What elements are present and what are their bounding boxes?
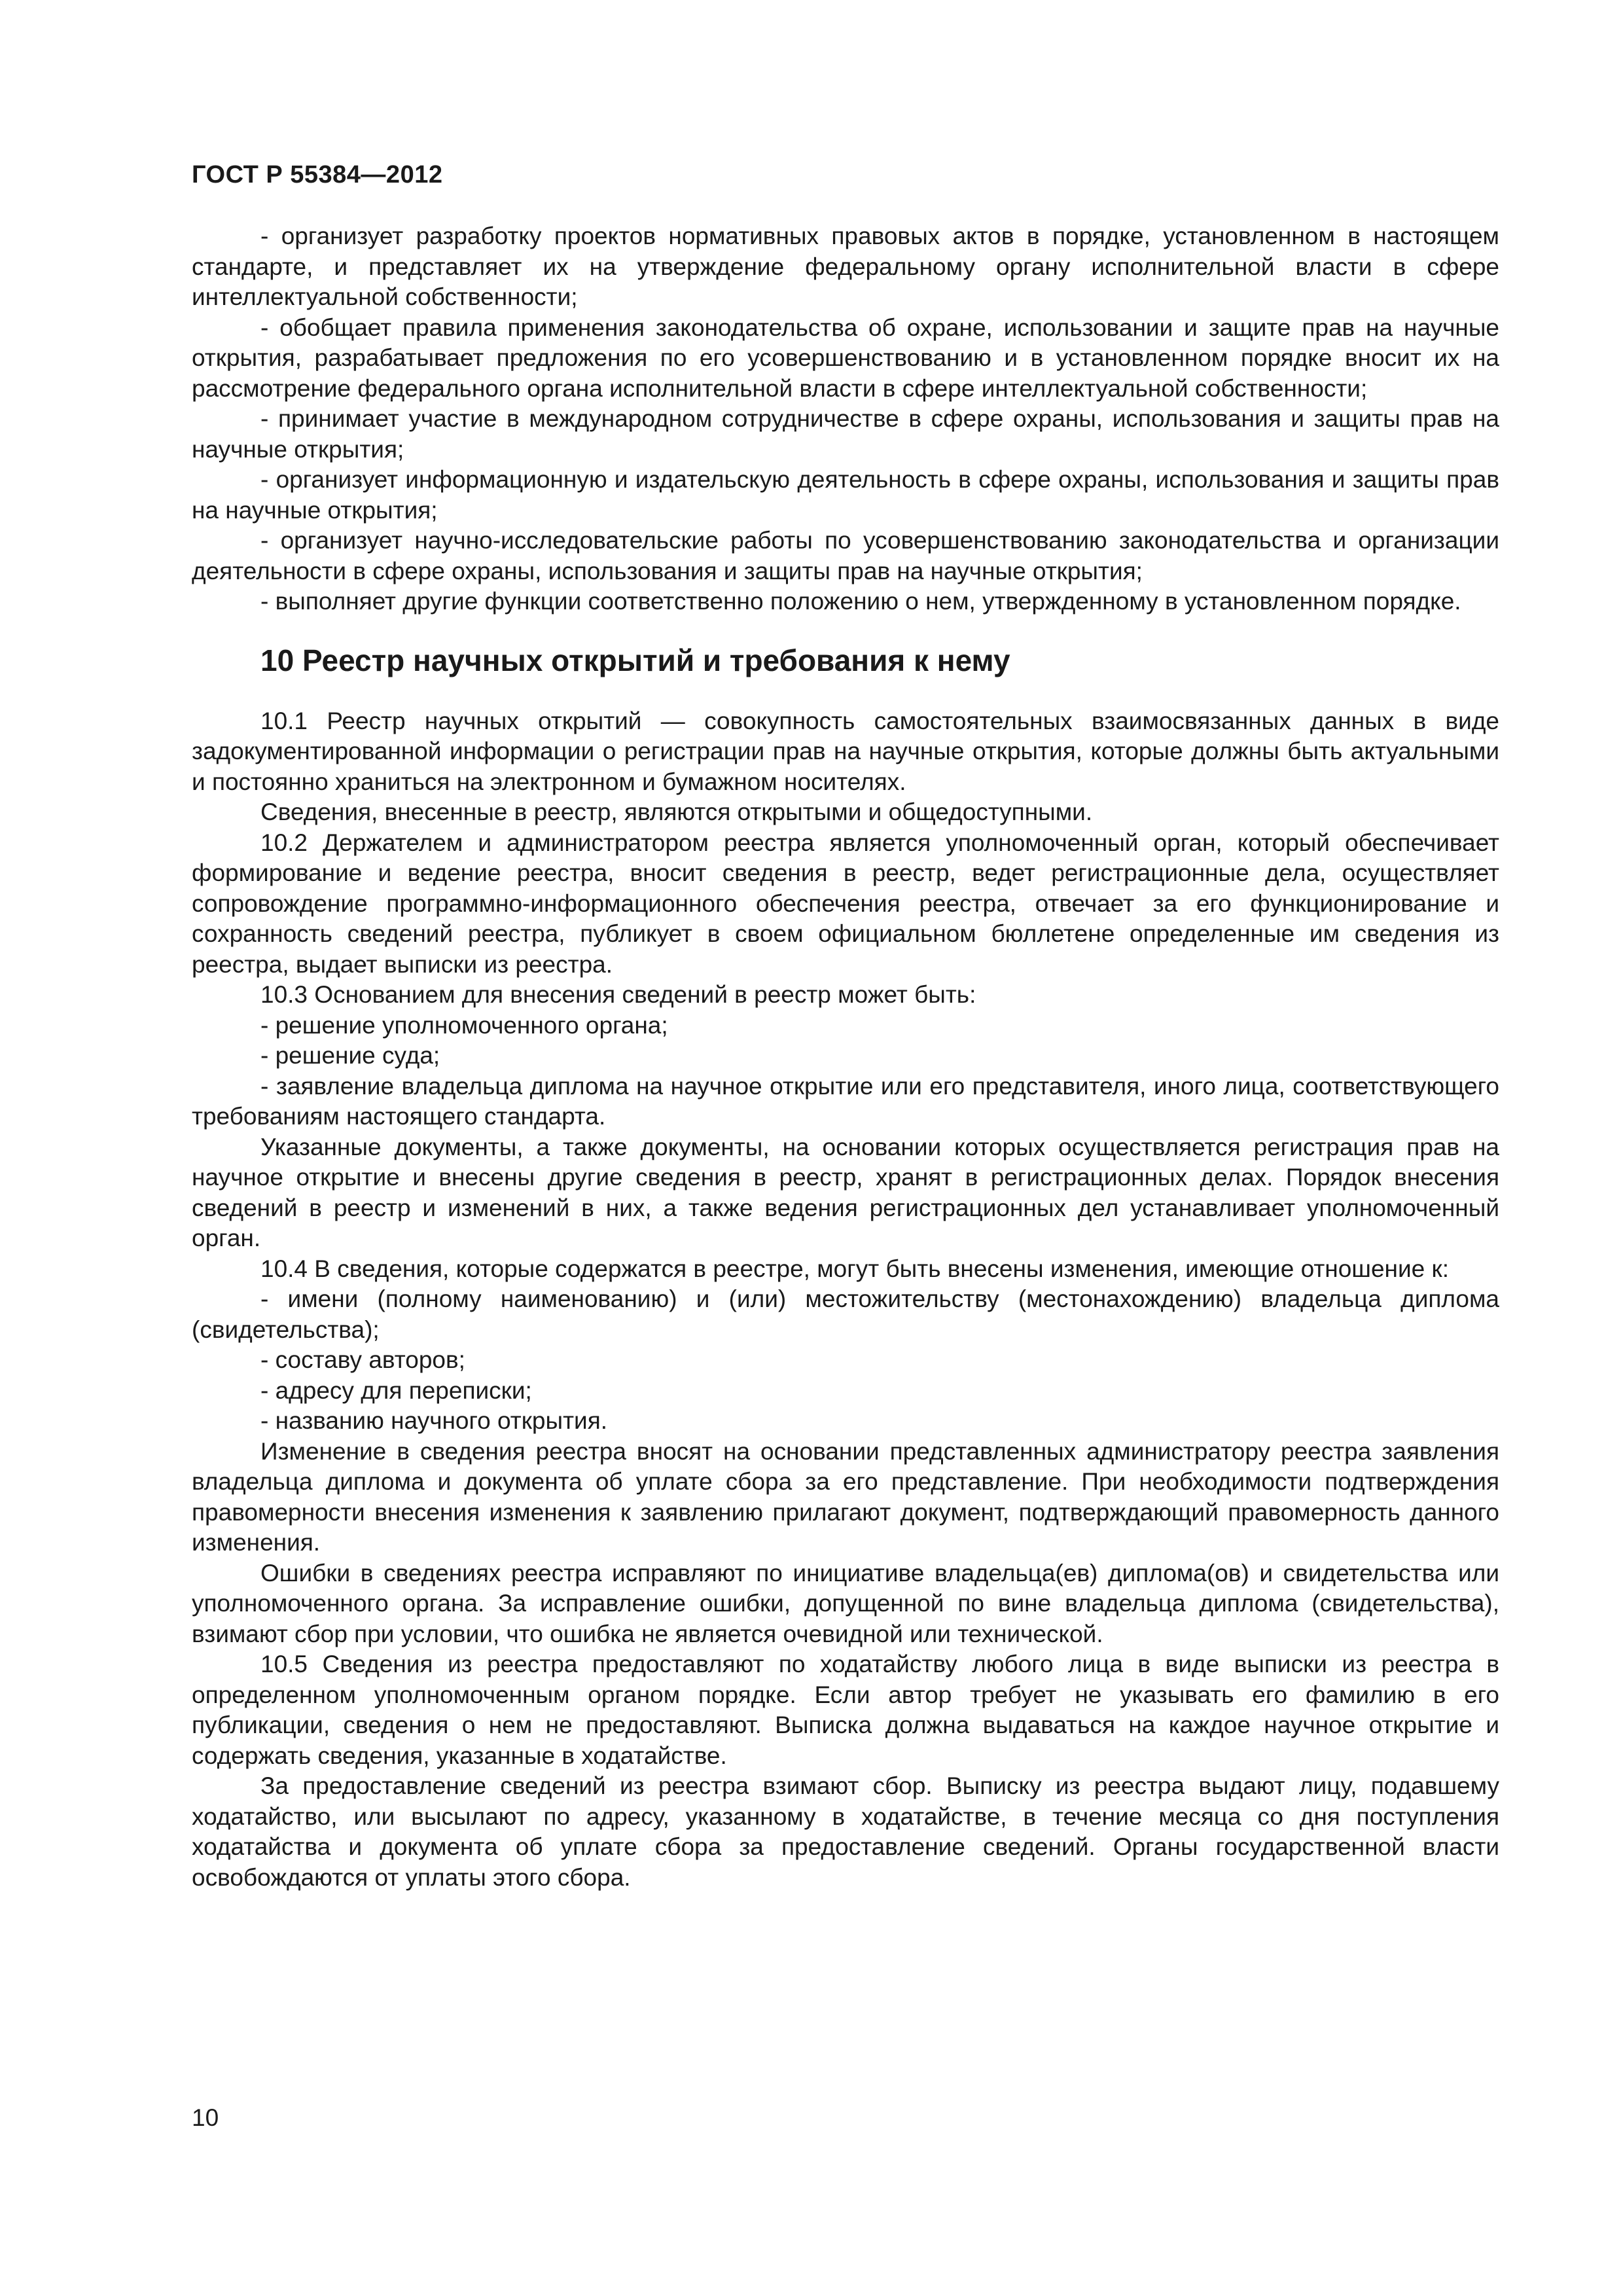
- paragraph: - организует информационную и издательскую деятельность в сфере охраны, использования и защиты прав на научные открытия;: [192, 466, 1499, 524]
- paragraph: 10.3 Основанием для внесения сведений в реестр может быть:: [260, 981, 976, 1008]
- paragraph: Сведения, внесенные в реестр, являются открытыми и общедоступными.: [260, 798, 1093, 825]
- document-body: [192, 221, 1499, 1893]
- paragraph: - организует научно-исследовательские работы по усовершенствованию законодательства и организации деятельности в сфере охраны, использования и защиты прав на научные открытия;: [192, 527, 1499, 584]
- paragraph: - адресу для переписки;: [260, 1376, 532, 1404]
- paragraph: - решение суда;: [260, 1042, 440, 1069]
- page-number: 10: [192, 2104, 219, 2131]
- paragraph: За предоставление сведений из реестра взимают сбор. Выписку из реестра выдают лицу, подавшему ходатайство, или высылают по адресу, указанному в ходатайстве, в течение месяца со дня поступления ходатайства и документа об уплате сбора за предоставление сведений. Органы государственной власти освобождаются от уплаты этого сбора.: [192, 1772, 1499, 1891]
- paragraph: - организует разработку проектов нормативных правовых актов в порядке, установленном в настоящем стандарте, и представляет их на утверждение федеральному органу исполнительной власти в сфере интеллектуальной собственности;: [192, 223, 1499, 310]
- paragraph: - названию научного открытия.: [260, 1407, 608, 1434]
- paragraph: - принимает участие в международном сотрудничестве в сфере охраны, использования и защиты прав на научные открытия;: [192, 405, 1499, 463]
- paragraph: - решение уполномоченного органа;: [260, 1011, 668, 1039]
- section-heading: 10 Реестр научных открытий и требования к нему: [260, 643, 1010, 677]
- paragraph: - выполняет другие функции соответственно положению о нем, утвержденному в установленном порядке.: [260, 588, 1461, 615]
- paragraph: - заявление владельца диплома на научное открытие или его представителя, иного лица, соответствующего требованиям настоящего стандарта.: [192, 1072, 1499, 1130]
- paragraph: - имени (полному наименованию) и (или) местожительству (местонахождению) владельца диплома (свидетельства);: [192, 1285, 1499, 1343]
- paragraph: Ошибки в сведениях реестра исправляют по инициативе владельца(ев) диплома(ов) и свидетельства или уполномоченного органа. За исправление ошибки, допущенной по вине владельца диплома (свидетельства), взимают сбор при условии, что ошибка не является очевидной или технической.: [192, 1559, 1499, 1647]
- paragraph: Изменение в сведения реестра вносят на основании представленных администратору реестра заявления владельца диплома и документа об уплате сбора за его представление. При необходимости подтверждения правомерности внесения изменения к заявлению прилагают документ, подтверждающий правомерность данного изменения.: [192, 1437, 1499, 1556]
- paragraph: 10.1 Реестр научных открытий — совокупность самостоятельных взаимосвязанных данных в виде задокументированной информации о регистрации прав на научные открытия, которые должны быть актуальными и постоянно храниться на электронном и бумажном носителях.: [192, 707, 1499, 795]
- paragraph: 10.5 Сведения из реестра предоставляют по ходатайству любого лица в виде выписки из реестра в определенном уполномоченным органом порядке. Если автор требует не указывать его фамилию в его публикации, сведения о нем не предоставляют. Выписка должна выдаваться на каждое научное открытие и содержать сведения, указанные в ходатайстве.: [192, 1651, 1499, 1769]
- paragraph: Указанные документы, а также документы, на основании которых осуществляется регистрация прав на научное открытие и внесены другие сведения в реестр, хранят в регистрационных делах. Порядок внесения сведений в реестр и изменений в них, а также ведения регистрационных дел устанавливает уполномоченный орган.: [192, 1133, 1499, 1251]
- document-code-header: ГОСТ Р 55384—2012: [192, 161, 443, 188]
- paragraph: - обобщает правила применения законодательства об охране, использовании и защите прав на научные открытия, разрабатывает предложения по его усовершенствованию и в установленном порядке вносит их на рассмотрение федерального органа исполнительной власти в сфере интеллектуальной собственности;: [192, 314, 1499, 402]
- paragraph: - составу авторов;: [260, 1346, 465, 1373]
- paragraph: 10.2 Держателем и администратором реестра является уполномоченный орган, который обеспечивает формирование и ведение реестра, вносит сведения в реестр, ведет регистрационные дела, осуществляет сопровождение программно-информационного обеспечения реестра, отвечает за его функционирование и сохранность сведений реестра, публикует в своем официальном бюллетене определенные им сведения из реестра, выдает выписки из реестра.: [192, 829, 1499, 978]
- paragraph: 10.4 В сведения, которые содержатся в реестре, могут быть внесены изменения, имеющие отношение к:: [260, 1255, 1449, 1282]
